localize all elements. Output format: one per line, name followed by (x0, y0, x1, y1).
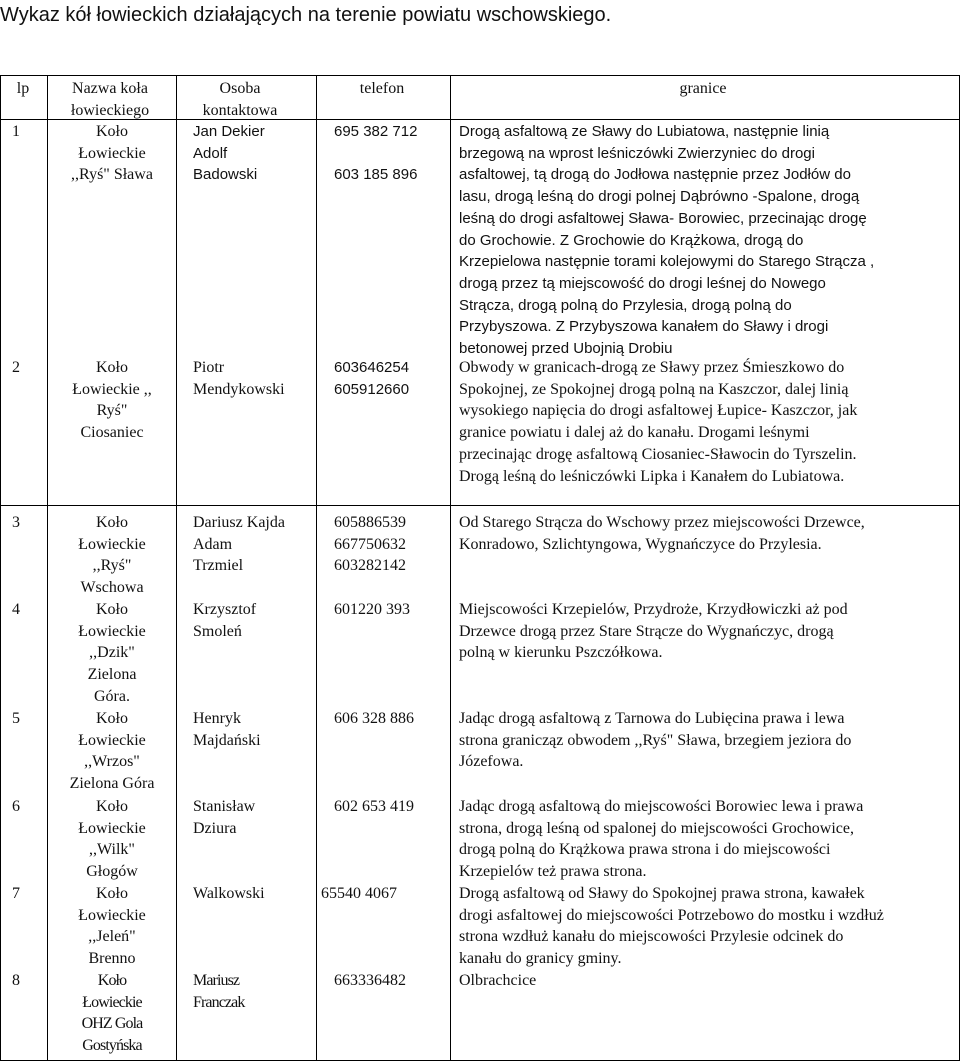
club-name-line: Gostyńska (82, 1037, 142, 1055)
row-number (12, 796, 32, 818)
club-name-line: Brenno (88, 950, 136, 968)
table-border-left (0, 75, 1, 1061)
borders-description-line: Spokojnej, ze Spokojnej drogą polną na Kaszczor, dalej linią (459, 380, 849, 398)
phone-number (334, 512, 458, 577)
header-phone: telefon (359, 80, 405, 97)
phone-number-line: 606 328 886 (334, 710, 414, 727)
phone-number-line: 667750632 (334, 535, 406, 553)
header-lp: lp (16, 80, 30, 97)
phone-number (334, 796, 458, 818)
row-number (12, 121, 32, 143)
phone-number (334, 599, 458, 621)
borders-description-line: drogą polną do Krążkowa prawa strona i do miejscowości (459, 841, 831, 859)
borders-description-line: Drzewce drogą przez Stare Strącze do Wygnańczyc, drogą (459, 622, 834, 640)
row-number-line: 5 (12, 710, 20, 727)
club-name-line: Zielona Góra (69, 775, 155, 793)
club-name-line: Ciosaniec (80, 424, 144, 442)
club-name-line: Koło (96, 123, 128, 140)
borders-description-line: drogą przez tą miejscowość do drogi leśnej do Nowego (459, 274, 826, 292)
club-name (48, 796, 176, 883)
phone-number-line: 603646254 (334, 359, 410, 376)
club-name-line: OHZ Gola (81, 1015, 143, 1033)
contact-person-line: Dariusz Kajda (193, 514, 285, 531)
row-number-line: 6 (12, 798, 20, 815)
borders-description-line: Przybyszowa. Z Przybyszowa kanałem do Sławy i drogi (459, 318, 829, 336)
contact-person-line: Adam (193, 535, 233, 553)
contact-person (193, 970, 313, 1013)
contact-person-line: Franczak (193, 993, 245, 1011)
column-divider (176, 75, 177, 1061)
club-name-line: Łowieckie (82, 993, 142, 1011)
row-number (12, 708, 32, 730)
header-name (50, 78, 170, 121)
borders-description-line: polną w kierunku Pszczółkowa. (459, 644, 663, 662)
club-name (48, 883, 176, 970)
contact-person (193, 357, 313, 400)
phone-number-line: 602 653 419 (334, 798, 414, 815)
borders-description-line: Od Starego Strącza do Wschowy przez miejscowości Drzewce, (459, 514, 865, 531)
borders-description (459, 357, 955, 487)
club-name (48, 121, 176, 186)
table-border-top (0, 75, 960, 76)
header-borders: granice (679, 80, 727, 97)
club-name-line: Łowieckie (78, 144, 146, 162)
contact-person-line: Jan Dekier (193, 123, 265, 140)
phone-number-line (334, 143, 458, 165)
borders-description-line: lasu, drogą leśną do drogi polnej Dąbrówno -Spalone, drogą (459, 188, 860, 206)
contact-person (193, 708, 313, 751)
club-name-line: ,,Wrzos" (84, 753, 140, 771)
club-name-line: Koło (96, 885, 128, 902)
row-divider (0, 119, 960, 120)
row-number-line: 2 (12, 359, 20, 376)
borders-description-line: Jadąc drogą asfaltową z Tarnowa do Lubięcina prawa i lewa (459, 710, 845, 727)
column-divider (316, 75, 317, 1061)
borders-description-line: asfaltowej, tą drogą do Jodłowa następnie przez Jodłów do (459, 166, 851, 184)
row-number (12, 357, 32, 379)
borders-description-line: Drogą asfaltową ze Sławy do Lubiatowa, następnie linią (459, 123, 830, 140)
row-number-line: 1 (12, 123, 20, 140)
borders-description-line: Konradowo, Szlichtyngowa, Wygnańczyce do Przylesia. (459, 535, 822, 553)
club-name-line: Koło (96, 601, 128, 618)
borders-description (459, 708, 955, 773)
row-number-line: 8 (12, 972, 20, 989)
borders-description-line: granice powiatu i dalej aż do kanału. Drogami leśnymi (459, 424, 810, 442)
header-name-line-2: łowieckiego (70, 101, 150, 119)
phone-number-line: 663336482 (334, 972, 406, 989)
club-name-line: Koło (96, 359, 128, 376)
club-name-line: Łowieckie (78, 622, 146, 640)
borders-description (459, 970, 955, 992)
contact-person-line: Stanisław (193, 798, 256, 815)
club-name-line: Łowieckie ,, (72, 380, 152, 398)
document-title: Wykaz kół łowieckich działających na terenie powiatu wschowskiego. (0, 4, 612, 26)
hunting-clubs-table (0, 75, 960, 1061)
row-number (12, 512, 32, 534)
column-divider (47, 75, 48, 1061)
club-name-line: Koło (97, 972, 127, 989)
contact-person (193, 512, 313, 577)
borders-description-line: Miejscowości Krzepielów, Przydroże, Krzydłowiczki aż pod (459, 601, 848, 618)
header-contact-line-2: kontaktowa (202, 101, 278, 119)
borders-description-line: kanału do granicy gminy. (459, 950, 622, 968)
row-number-line: 3 (12, 514, 20, 531)
phone-number-line: 603 185 896 (334, 166, 418, 184)
club-name-line: Głogów (86, 863, 138, 881)
phone-number-line: 601220 393 (334, 601, 410, 618)
borders-description-line: Drogą asfaltową od Sławy do Spokojnej prawa strona, kawałek (459, 885, 865, 902)
contact-person-line: Dziura (193, 819, 237, 837)
club-name (48, 970, 176, 1057)
header-contact (178, 78, 302, 121)
club-name-line: Koło (96, 798, 128, 815)
borders-description-line: przecinając drogę asfaltową Ciosaniec-Sławocin do Tyrszelin. (459, 445, 857, 463)
contact-person-line: Trzmiel (193, 557, 244, 575)
contact-person-line: Walkowski (193, 885, 265, 902)
borders-description (459, 512, 955, 555)
borders-description-line: wysokiego napięcia do drogi asfaltowej Łupice- Kaszczor, jak (459, 402, 858, 420)
phone-number (334, 970, 458, 992)
club-name-line: Koło (96, 514, 128, 531)
row-number (12, 599, 32, 621)
contact-person (193, 796, 313, 839)
club-name-line: Łowieckie (78, 819, 146, 837)
phone-number (334, 708, 458, 730)
contact-person-line: Adolf (193, 144, 228, 162)
club-name (48, 708, 176, 795)
contact-person-line: Piotr (193, 359, 225, 376)
club-name-line: ,,Ryś" (92, 557, 132, 575)
club-name-line: Zielona (87, 666, 137, 684)
contact-person (193, 121, 313, 186)
borders-description-line: Strącza, drogą polną do Przylesia, drogą polną do (459, 296, 792, 314)
club-name-line: ,,Ryś" Sława (71, 166, 153, 184)
borders-description-line: strona, drogą leśną od spalonej do miejscowości Grochowice, (459, 819, 855, 837)
club-name-line: ,,Jeleń" (88, 928, 136, 946)
phone-number (334, 357, 458, 400)
borders-description-line: Obwody w granicach-drogą ze Sławy przez Śmieszkowo do (459, 359, 845, 376)
borders-description-line: Krzepielów też prawa strona. (459, 863, 647, 881)
borders-description (459, 599, 955, 664)
contact-person-line: Smoleń (193, 622, 242, 640)
column-divider (450, 75, 451, 1061)
phone-number-line: 603282142 (334, 557, 406, 575)
contact-person-line: Badowski (193, 166, 258, 184)
club-name-line: Łowieckie (78, 535, 146, 553)
club-name-line: Góra. (94, 687, 130, 705)
borders-description-line: do Grochowie. Z Grochowie do Krążkowa, drogą do (459, 231, 804, 249)
contact-person-line: Mendykowski (193, 380, 285, 398)
club-name-line: Łowieckie (78, 731, 146, 749)
phone-number (334, 121, 458, 186)
club-name-line: Koło (96, 710, 128, 727)
borders-description-line: strona wzdłuż kanału do miejscowości Przylesie odcinek do (459, 928, 844, 946)
contact-person-line: Henryk (193, 710, 241, 727)
borders-description-line: Józefowa. (459, 753, 524, 771)
contact-person-line: Majdański (193, 731, 261, 749)
club-name-line: Wschowa (80, 579, 144, 597)
borders-description-line: strona granicząz obwodem ,,Ryś" Sława, brzegiem jeziora do (459, 731, 852, 749)
phone-number-line: 605912660 (334, 380, 410, 398)
club-name-line: ,,Dzik" (89, 644, 135, 662)
borders-description (459, 121, 955, 360)
borders-description (459, 883, 955, 970)
club-name (48, 357, 176, 444)
borders-description-line: Jadąc drogą asfaltową do miejscowości Borowiec lewa i prawa (459, 798, 864, 815)
borders-description-line: betonowej przed Ubojnią Drobiu (459, 340, 673, 358)
club-name (48, 512, 176, 599)
contact-person-line: Mariusz (193, 972, 240, 989)
header-contact-line-1: Osoba (219, 80, 261, 97)
club-name-line: ,,Wilk" (89, 841, 135, 859)
phone-number-line: 695 382 712 (334, 123, 418, 140)
row-number-line: 4 (12, 601, 20, 618)
contact-person (193, 883, 313, 905)
borders-description-line: Krzepielowa następnie torami kolejowymi do Starego Strącza , (459, 253, 875, 271)
phone-number (321, 883, 445, 905)
club-name (48, 599, 176, 708)
borders-description-line: leśną do drogi asfaltowej Sława- Borowiec, przecinając drogę (459, 209, 867, 227)
borders-description-line: Olbrachcice (459, 972, 537, 989)
contact-person (193, 599, 313, 642)
row-number (12, 970, 32, 992)
contact-person-line: Krzysztof (193, 601, 257, 618)
borders-description-line: brzegową na wprost leśniczówki Zwierzyniec do drogi (459, 144, 815, 162)
phone-number-line: 605886539 (334, 514, 406, 531)
club-name-line: Łowieckie (78, 906, 146, 924)
header-name-line-1: Nazwa koła (72, 80, 148, 97)
borders-description-line: Drogą leśną do leśniczówki Lipka i Kanałem do Lubiatowa. (459, 467, 845, 485)
borders-description (459, 796, 955, 883)
row-number (12, 883, 32, 905)
phone-number-line: 65540 4067 (321, 885, 397, 902)
club-name-line: Ryś" (96, 402, 128, 420)
row-divider (0, 505, 960, 506)
borders-description-line: drogi asfaltowej do miejscowości Potrzebowo do mostku i wzdłuż (459, 906, 884, 924)
row-number-line: 7 (12, 885, 20, 902)
